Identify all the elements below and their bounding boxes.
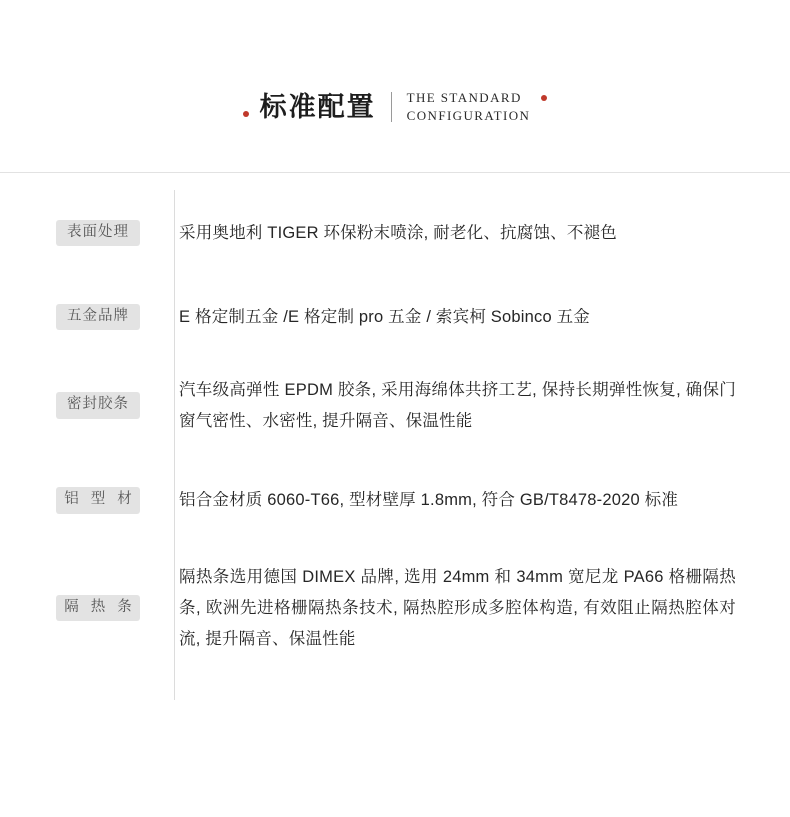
spec-label: 五金品牌 xyxy=(56,304,140,331)
spec-row-aluminum-profile xyxy=(0,453,790,548)
spec-text: E 格定制五金 /E 格定制 pro 五金 / 索宾柯 Sobinco 五金 xyxy=(179,307,591,326)
spec-row-thermal-break xyxy=(0,548,790,668)
spec-text: 采用奥地利 TIGER 环保粉末喷涂, 耐老化、抗腐蚀、不褪色 xyxy=(179,223,617,242)
spec-text: 汽车级高弹性 EPDM 胶条, 采用海绵体共挤工艺, 保持长期弹性恢复, 确保门窗气密性、水密性, 提升隔音、保温性能 xyxy=(179,380,736,430)
page-title-en xyxy=(407,89,531,124)
spec-label: 表面处理 xyxy=(56,220,140,247)
spec-text: 隔热条选用德国 DIMEX 品牌, 选用 24mm 和 34mm 宽尼龙 PA66 格栅隔热条, 欧洲先进格栅隔热条技术, 隔热腔形成多腔体构造, 有效阻止隔热腔体对流, 提升隔音、保温性能 xyxy=(179,567,736,648)
spec-label: 密封胶条 xyxy=(56,392,140,419)
title-separator xyxy=(391,92,392,122)
header-divider xyxy=(0,172,790,173)
page-header xyxy=(0,72,790,142)
page-title-en-line2: CONFIGURATION xyxy=(406,108,531,123)
spec-list xyxy=(0,190,790,668)
page-title-cn: 标准配置 xyxy=(259,91,376,122)
spec-label: 隔 热 条 xyxy=(56,595,140,622)
decorative-dot-left-icon xyxy=(243,111,249,117)
spec-row-sealing-strip xyxy=(0,358,790,453)
header-inner xyxy=(243,89,548,124)
page-title-en-line1: THE STANDARD xyxy=(406,90,522,106)
spec-row-hardware-brand xyxy=(0,276,790,358)
spec-text: 铝合金材质 6060-T66, 型材壁厚 1.8mm, 符合 GB/T8478-2020 标准 xyxy=(179,491,679,509)
spec-row-surface-treatment xyxy=(0,190,790,276)
spec-label: 铝 型 材 xyxy=(56,487,140,514)
decorative-dot-right-icon xyxy=(541,95,547,101)
